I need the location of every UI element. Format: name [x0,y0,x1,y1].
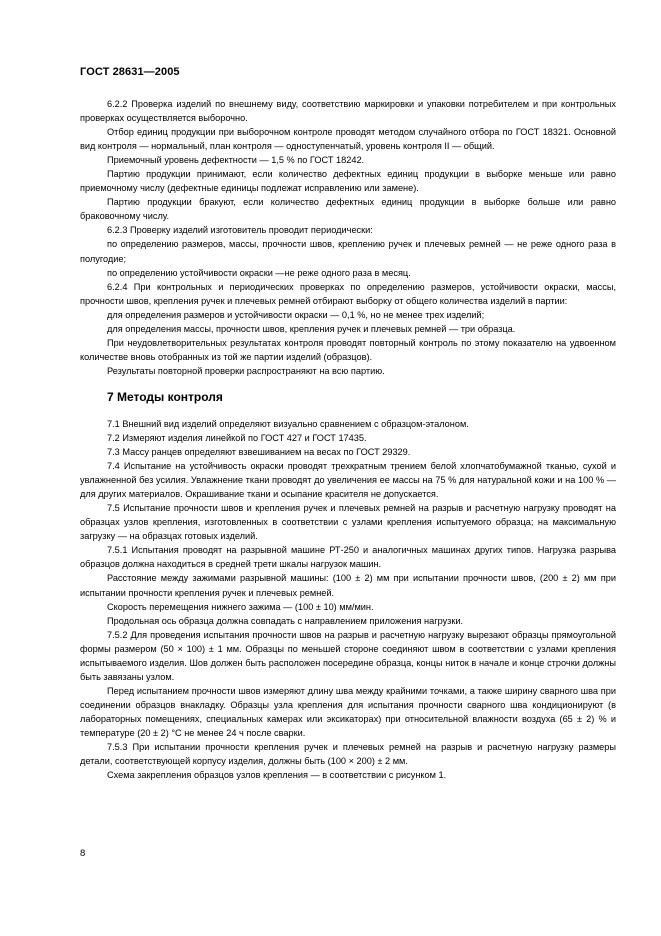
paragraph: 6.2.4 При контрольных и периодических проверках по определению размеров, устойчивости окраски, массы, прочности швов, крепления ручек и плечевых ремней отбирают выборку от общего количества изделий в партии: [80,281,616,306]
document-header: ГОСТ 28631—2005 [80,66,180,78]
paragraph: 6.2.3 Проверку изделий изготовитель проводит периодически: [107,225,373,236]
paragraph: по определению устойчивости окраски —не реже одного раза в месяц. [107,267,411,278]
paragraph: для определения размеров и устойчивости окраски — 0,1 %, но не менее трех изделий; [107,309,485,320]
paragraph: 7.2 Измеряют изделия линейкой по ГОСТ 427 и ГОСТ 17435. [107,432,367,443]
paragraph: для определения массы, прочности швов, крепления ручек и плечевых ремней — три образца. [107,323,516,334]
paragraph: Приемочный уровень дефектности — 1,5 % по ГОСТ 18242. [107,155,365,166]
paragraph: Расстояние между зажимами разрывной машины: (100 ± 2) мм при испытании прочности швов, (200 ± 2) мм при испытании прочности крепления ручек и плечевых ремней. [80,573,616,598]
page-number: 8 [80,848,86,859]
paragraph: При неудовлетворительных результатах контроля проводят повторный контроль по этому показателю на удвоенном количестве вновь отобранных из той же партии изделий (образцов). [80,337,616,362]
paragraph: 6.2.2 Проверка изделий по внешнему виду, соответствию маркировки и упаковки потребителем и при контрольных проверках осуществляется выборочно. [80,99,616,124]
paragraph: 7.1 Внешний вид изделий определяют визуально сравнением с образцом-эталоном. [107,418,469,429]
paragraph: Партию продукции бракуют, если количество дефектных единиц продукции в выборке больше или равно браковочному числу. [80,197,616,222]
paragraph: 7.3 Массу ранцев определяют взвешиванием на весах по ГОСТ 29329. [107,447,411,458]
paragraph: Отбор единиц продукции при выборочном контроле проводят методом случайного отбора по ГОСТ 18321. Основной вид контроля — нормальный, план контроля — одноступенчатый, уровень контроля II — общий. [80,127,616,152]
paragraph: 7.5.3 При испытании прочности крепления ручек и плечевых ремней на разрыв и расчетную нагрузку размеры детали, соответствующей корпусу изделия, должны быть (100 × 200) ± 2 мм. [80,742,616,767]
paragraph: по определению размеров, массы, прочности швов, креплению ручек и плечевых ремней — не реже одного раза в полугодие; [80,239,616,264]
paragraph: 7.4 Испытание на устойчивость окраски проводят трехкратным трением белой хлопчатобумажной тканью, сухой и увлажненной без усилия. Увлажнение ткани проводят до увеличения ее массы на 75 % для натуральной кожи и на 100 % — для других материалов. Окрашивание ткани и осыпание красителя не допускается. [80,461,616,500]
document-body [80,97,616,782]
paragraph: Схема закрепления образцов узлов крепления — в соответствии с рисунком 1. [107,770,447,781]
paragraph: Партию продукции принимают, если количество дефектных единиц продукции в выборке меньше или равно приемочному числу (дефектные единицы подлежат исправлению или замене). [80,169,616,194]
paragraph: Перед испытанием прочности швов измеряют длину шва между крайними точками, а также ширину сварного шва при соединении образцов внакладку. Образцы узла крепления для испытания прочности сварного шва кондиционируют (в лабораторных помещениях, специальных камерах или эксикаторах) при относительной влажности воздуха (65 ± 2) % и температуре (20 ± 2) °С не менее 24 ч после сварки. [80,685,616,738]
paragraph: Скорость перемещения нижнего зажима — (100 ± 10) мм/мин. [107,601,374,612]
section-heading: 7 Методы контроля [107,389,223,404]
paragraph: 7.5.2 Для проведения испытания прочности швов на разрыв и расчетную нагрузку вырезают образцы прямоугольной формы размером (50 × 100) ± 1 мм. Образцы по меньшей стороне соединяют швом в соответствии с узлами крепления испытываемого изделия. Шов должен быть расположен посередине образца, концы ниток в начале и конце строчки должны быть завязаны узлом. [80,629,616,682]
paragraph: 7.5.1 Испытания проводят на разрывной машине РТ-250 и аналогичных машинах других типов. Нагрузка разрыва образцов должна находиться в средней трети шкалы нагрузок машин. [80,545,616,570]
paragraph: Продольная ось образца должна совпадать с направлением приложения нагрузки. [107,615,464,626]
paragraph: Результаты повторной проверки распространяют на всю партию. [107,365,385,376]
paragraph: 7.5 Испытание прочности швов и крепления ручек и плечевых ремней на разрыв и расчетную нагрузку проводят на образцах узлов крепления, изготовленных в соответствии с узлами крепления испытуемого образца; на максимальную загрузку — на образцах готовых изделий. [80,503,616,542]
